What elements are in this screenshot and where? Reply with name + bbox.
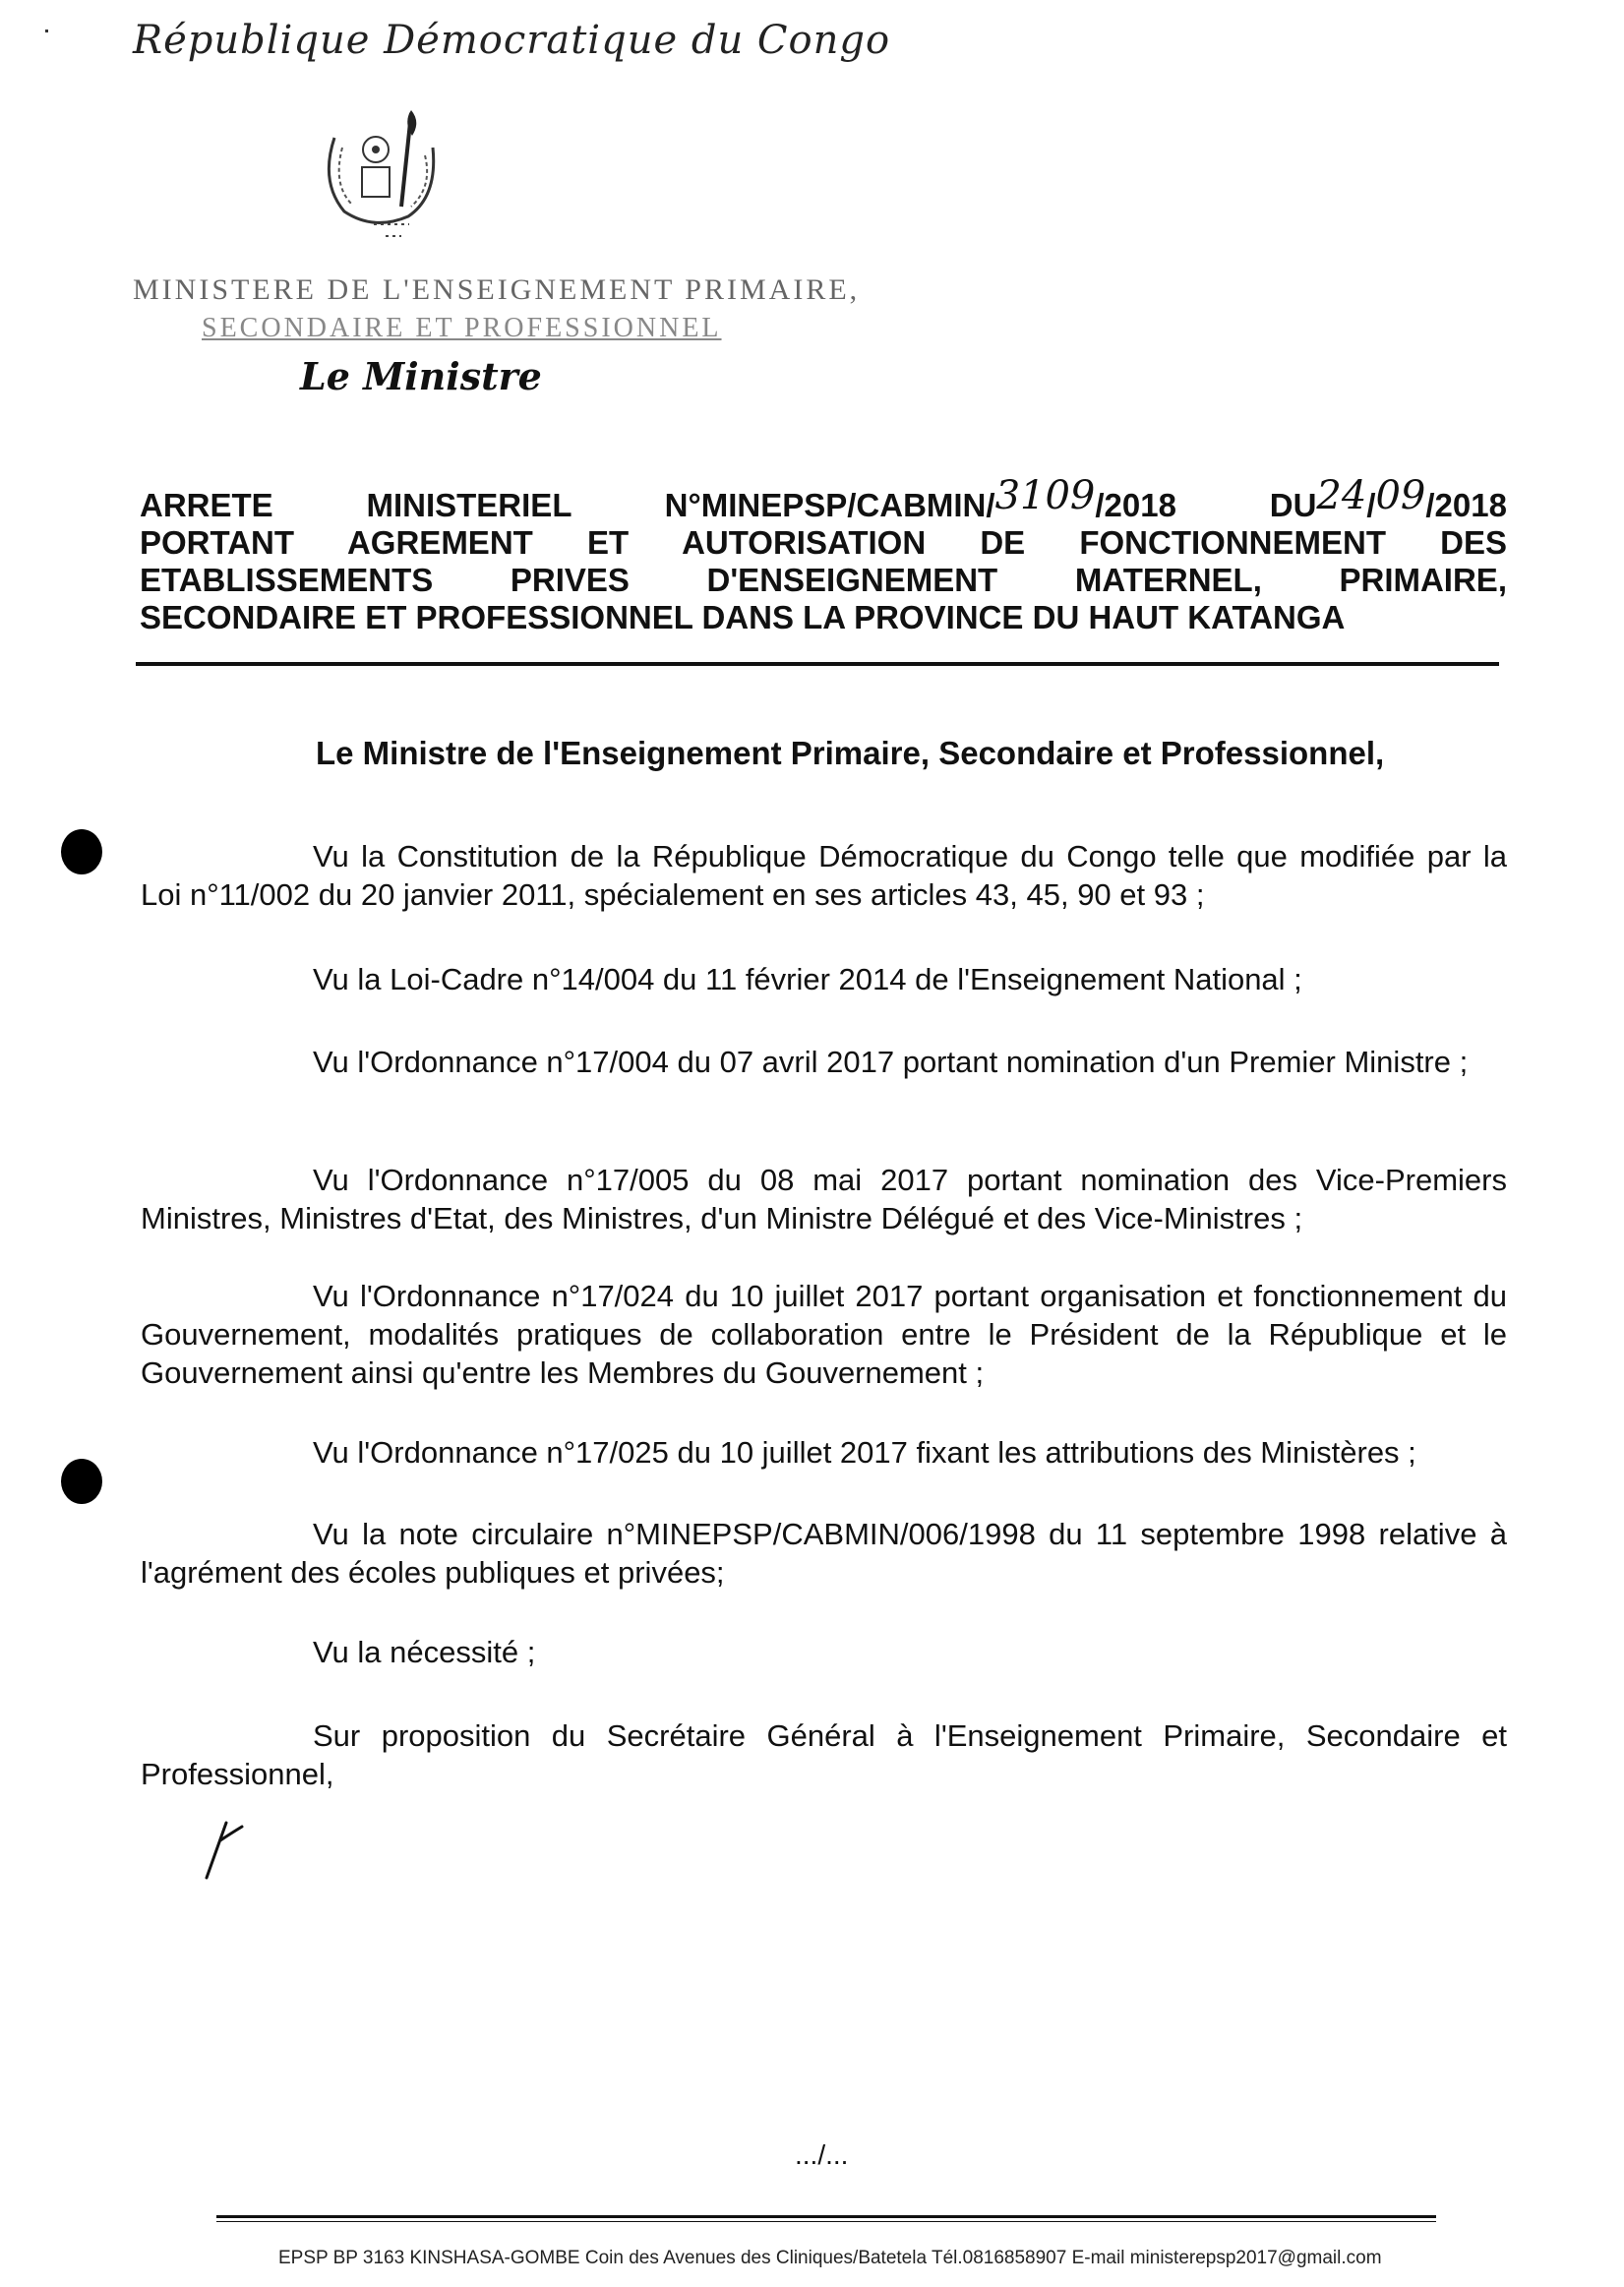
recital-paragraph	[141, 960, 1507, 998]
recital-paragraph	[141, 837, 1507, 914]
coat-of-arms-emblem	[315, 108, 462, 246]
decree-title-line1	[140, 473, 1507, 524]
recital-text: Vu l'Ordonnance n°17/024 du 10 juillet 2017 portant organisation et fonctionnement du Gouvernement, modalités pratiques de collaboration entre le Président de la République et le Gouvernement ainsi qu'entre les Membres du Gouvernement ;	[141, 1279, 1507, 1390]
decree-title-line4: SECONDAIRE ET PROFESSIONNEL DANS LA PROVINCE DU HAUT KATANGA	[140, 599, 1346, 635]
footer-divider	[216, 2215, 1436, 2218]
recital-text: Vu l'Ordonnance n°17/005 du 08 mai 2017 portant nomination des Vice-Premiers Ministres, Ministres d'Etat, des Ministres, d'un Ministre Délégué et des Vice-Ministres ;	[141, 1163, 1507, 1235]
footer-contact: EPSP BP 3163 KINSHASA-GOMBE Coin des Avenues des Cliniques/Batetela Tél.0816858907 E-mail ministerepsp2017@gmail.com	[278, 2248, 1382, 2268]
scan-speck	[45, 30, 48, 32]
handwritten-month: 09	[1375, 473, 1426, 518]
handwritten-decree-number: 3109	[994, 473, 1096, 518]
recital-text: Vu la Loi-Cadre n°14/004 du 11 février 2014 de l'Enseignement National ;	[313, 962, 1302, 996]
office-title: Le Ministre	[300, 354, 542, 398]
punch-hole-mark	[61, 829, 102, 874]
republic-heading: République Démocratique du Congo	[133, 18, 891, 63]
footer-divider-thin	[216, 2221, 1436, 2222]
recital-text: Sur proposition du Secrétaire Général à l'Enseignement Primaire, Secondaire et Professionnel,	[141, 1718, 1507, 1791]
handwritten-day: 24	[1316, 473, 1367, 518]
recital-paragraph	[141, 1043, 1507, 1081]
recital-paragraph	[141, 1633, 1507, 1671]
punch-hole-mark	[61, 1459, 102, 1504]
decree-title-line2: PORTANT AGREMENT ET AUTORISATION DE FONCTIONNEMENT DES	[140, 524, 1507, 561]
recital-paragraph	[141, 1161, 1507, 1237]
recital-paragraph	[141, 1515, 1507, 1592]
recital-text: Vu la note circulaire n°MINEPSP/CABMIN/006/1998 du 11 septembre 1998 relative à l'agrément des écoles publiques et privées;	[141, 1517, 1507, 1590]
decree-year-label: /2018 DU	[1095, 487, 1317, 523]
handwritten-initial-mark	[197, 1813, 266, 1882]
ministry-name-line2: SECONDAIRE ET PROFESSIONNEL	[202, 313, 722, 343]
recital-text: Vu l'Ordonnance n°17/025 du 10 juillet 2017 fixant les attributions des Ministères ;	[313, 1435, 1416, 1470]
recital-paragraph	[141, 1277, 1507, 1392]
minister-intro: Le Ministre de l'Enseignement Primaire, Secondaire et Professionnel,	[316, 735, 1385, 771]
page-continuation: .../...	[795, 2139, 849, 2170]
ministry-name-line1: MINISTERE DE L'ENSEIGNEMENT PRIMAIRE,	[133, 273, 861, 306]
recital-text: Vu la nécessité ;	[313, 1635, 536, 1669]
date-separator: /	[1366, 487, 1376, 523]
title-underline	[136, 662, 1499, 666]
recital-paragraph	[141, 1716, 1507, 1793]
recital-text: Vu la Constitution de la République Démocratique du Congo telle que modifiée par la Loi n°11/002 du 20 janvier 2011, spécialement en ses articles 43, 45, 90 et 93 ;	[141, 839, 1507, 912]
recital-paragraph	[141, 1433, 1507, 1472]
date-year: /2018	[1425, 487, 1507, 523]
recital-text: Vu l'Ordonnance n°17/004 du 07 avril 2017 portant nomination d'un Premier Ministre ;	[313, 1045, 1469, 1079]
decree-number-prefix: ARRETE MINISTERIEL N°MINEPSP/CABMIN/	[140, 487, 995, 523]
decree-title	[140, 473, 1507, 636]
decree-title-line3: ETABLISSEMENTS PRIVES D'ENSEIGNEMENT MATERNEL, PRIMAIRE,	[140, 562, 1507, 598]
